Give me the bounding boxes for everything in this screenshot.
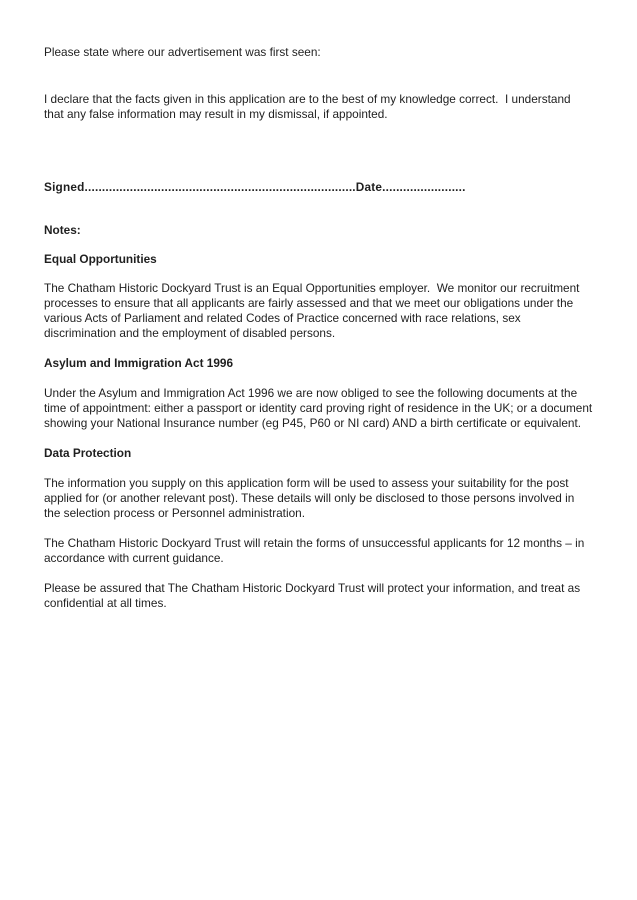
signed-label: Signed xyxy=(44,180,85,194)
equal-opportunities-heading: Equal Opportunities xyxy=(44,252,157,266)
signed-dotted-line: .............................................................................. xyxy=(84,180,356,194)
advert-source-question: Please state where our advertisement was first seen: xyxy=(44,45,321,59)
date-label: Date xyxy=(355,180,383,194)
data-protection-heading: Data Protection xyxy=(44,446,132,460)
asylum-immigration-paragraph: Under the Asylum and Immigration Act 1996 we are now obliged to see the following documents at the time of appointment: either a passport or identity card proving right of residence in the UK; or a document showing your National Insurance number (eg P45, P60 or NI card) AND a birth certificate or equivalent. xyxy=(44,386,596,430)
asylum-immigration-heading: Asylum and Immigration Act 1996 xyxy=(44,356,234,370)
declaration-statement: I declare that the facts given in this application are to the best of my knowledge correct. I understand that any false information may result in my dismissal, if appointed. xyxy=(44,92,574,121)
notes-heading: Notes: xyxy=(44,223,81,237)
signed-date-line xyxy=(44,180,593,195)
date-dotted-line: ........................ xyxy=(382,180,466,194)
data-protection-paragraph-3: Please be assured that The Chatham Historic Dockyard Trust will protect your information, and treat as confidential at all times. xyxy=(44,581,584,610)
equal-opportunities-paragraph: The Chatham Historic Dockyard Trust is an Equal Opportunities employer. We monitor our recruitment processes to ensure that all applicants are fairly assessed and that we meet our obligations under the various Acts of Parliament and related Codes of Practice concerned with race relations, sex discrimination and the employment of disabled persons. xyxy=(44,281,583,340)
data-protection-paragraph-2: The Chatham Historic Dockyard Trust will retain the forms of unsuccessful applicants for 12 months – in accordance with current guidance. xyxy=(44,536,588,565)
data-protection-paragraph-1: The information you supply on this application form will be used to assess your suitability for the post applied for (or another relevant post). These details will only be disclosed to those persons involved in the selection process or Personnel administration. xyxy=(44,476,578,520)
